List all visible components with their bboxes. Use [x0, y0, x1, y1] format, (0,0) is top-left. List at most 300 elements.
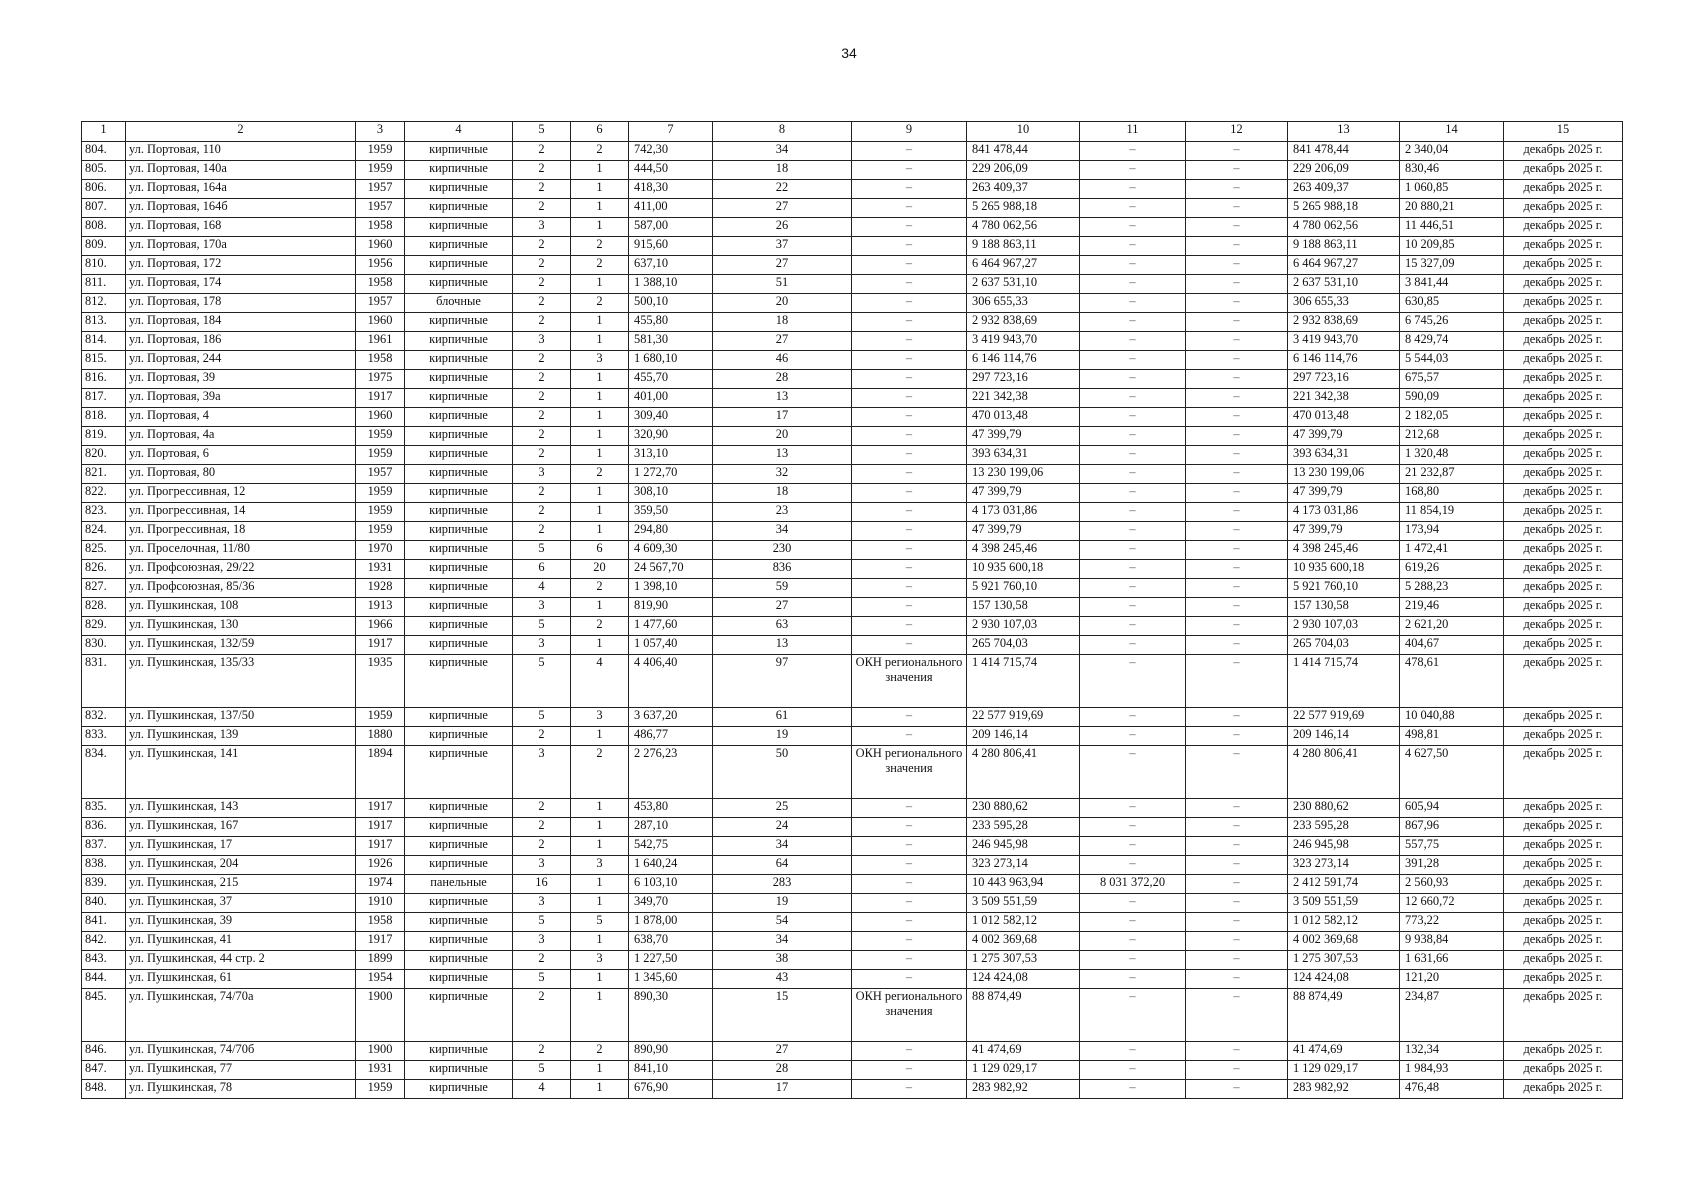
table-cell-col-9: –: [852, 484, 967, 503]
table-cell-col-2: ул. Портовая, 110: [126, 142, 356, 161]
table-cell-col-7: 411,00: [629, 199, 713, 218]
table-cell-col-13: 3 509 551,59: [1288, 894, 1400, 913]
table-cell-col-11: –: [1080, 180, 1186, 199]
table-cell-col-7: 890,30: [629, 989, 713, 1042]
table-cell-col-13: 1 012 582,12: [1288, 913, 1400, 932]
table-cell-col-11: –: [1080, 1061, 1186, 1080]
table-row: [82, 256, 1623, 275]
table-cell-col-9: –: [852, 894, 967, 913]
table-cell-col-3: 1960: [356, 237, 405, 256]
table-cell-col-11: –: [1080, 275, 1186, 294]
table-cell-col-8: 27: [713, 598, 852, 617]
table-cell-col-8: 34: [713, 932, 852, 951]
table-cell-col-4: кирпичные: [405, 560, 513, 579]
table-cell-col-8: 25: [713, 799, 852, 818]
table-cell-col-8: 59: [713, 579, 852, 598]
table-cell-col-8: 18: [713, 313, 852, 332]
table-cell-col-10: 229 206,09: [967, 161, 1080, 180]
table-cell-col-10: 209 146,14: [967, 727, 1080, 746]
table-cell-col-13: 4 173 031,86: [1288, 503, 1400, 522]
table-cell-col-3: 1958: [356, 218, 405, 237]
table-cell-col-2: ул. Пушкинская, 41: [126, 932, 356, 951]
table-cell-col-7: 742,30: [629, 142, 713, 161]
table-cell-col-12: –: [1186, 727, 1288, 746]
table-cell-col-11: –: [1080, 970, 1186, 989]
table-cell-col-2: ул. Пушкинская, 74/70а: [126, 989, 356, 1042]
table-cell-col-6: 2: [571, 142, 629, 161]
table-cell-col-14: 219,46: [1400, 598, 1504, 617]
table-cell-col-12: –: [1186, 142, 1288, 161]
table-cell-col-6: 3: [571, 856, 629, 875]
table-cell-col-1: 842.: [82, 932, 126, 951]
table-cell-col-12: –: [1186, 237, 1288, 256]
column-header-11: 11: [1080, 122, 1186, 142]
table-cell-col-2: ул. Портовая, 140а: [126, 161, 356, 180]
table-cell-col-5: 2: [513, 199, 571, 218]
table-cell-col-10: 230 880,62: [967, 799, 1080, 818]
table-cell-col-15: декабрь 2025 г.: [1504, 237, 1623, 256]
column-header-14: 14: [1400, 122, 1504, 142]
table-cell-col-5: 2: [513, 408, 571, 427]
table-cell-col-11: –: [1080, 894, 1186, 913]
table-cell-col-1: 817.: [82, 389, 126, 408]
table-cell-col-2: ул. Портовая, 184: [126, 313, 356, 332]
table-cell-col-8: 34: [713, 142, 852, 161]
table-cell-col-11: –: [1080, 541, 1186, 560]
table-cell-col-12: –: [1186, 655, 1288, 708]
table-cell-col-3: 1959: [356, 522, 405, 541]
table-cell-col-6: 1: [571, 161, 629, 180]
table-cell-col-11: –: [1080, 237, 1186, 256]
table-cell-col-7: 486,77: [629, 727, 713, 746]
table-cell-col-2: ул. Портовая, 164а: [126, 180, 356, 199]
table-cell-col-2: ул. Пушкинская, 137/50: [126, 708, 356, 727]
table-cell-col-12: –: [1186, 560, 1288, 579]
table-cell-col-8: 28: [713, 1061, 852, 1080]
table-cell-col-15: декабрь 2025 г.: [1504, 256, 1623, 275]
table-row: [82, 275, 1623, 294]
table-cell-col-12: –: [1186, 256, 1288, 275]
table-cell-col-4: кирпичные: [405, 199, 513, 218]
table-cell-col-10: 5 921 760,10: [967, 579, 1080, 598]
table-cell-col-13: 4 780 062,56: [1288, 218, 1400, 237]
table-cell-col-11: –: [1080, 856, 1186, 875]
table-cell-col-14: 10 209,85: [1400, 237, 1504, 256]
table-cell-col-9: –: [852, 427, 967, 446]
table-cell-col-12: –: [1186, 913, 1288, 932]
table-cell-col-11: –: [1080, 799, 1186, 818]
table-cell-col-9: –: [852, 351, 967, 370]
table-cell-col-1: 823.: [82, 503, 126, 522]
table-cell-col-9: –: [852, 970, 967, 989]
table-cell-col-5: 2: [513, 522, 571, 541]
table-cell-col-10: 5 265 988,18: [967, 199, 1080, 218]
table-cell-col-2: ул. Портовая, 168: [126, 218, 356, 237]
column-header-9: 9: [852, 122, 967, 142]
table-cell-col-13: 297 723,16: [1288, 370, 1400, 389]
table-cell-col-15: декабрь 2025 г.: [1504, 970, 1623, 989]
table-cell-col-6: 2: [571, 617, 629, 636]
table-cell-col-3: 1900: [356, 989, 405, 1042]
table-cell-col-12: –: [1186, 1042, 1288, 1061]
table-cell-col-1: 846.: [82, 1042, 126, 1061]
table-cell-col-15: декабрь 2025 г.: [1504, 484, 1623, 503]
table-cell-col-11: –: [1080, 484, 1186, 503]
table-cell-col-10: 4 280 806,41: [967, 746, 1080, 799]
table-cell-col-2: ул. Пушкинская, 132/59: [126, 636, 356, 655]
table-cell-col-11: –: [1080, 427, 1186, 446]
table-cell-col-3: 1959: [356, 708, 405, 727]
table-cell-col-15: декабрь 2025 г.: [1504, 913, 1623, 932]
table-cell-col-4: кирпичные: [405, 313, 513, 332]
table-cell-col-4: кирпичные: [405, 237, 513, 256]
table-cell-col-14: 391,28: [1400, 856, 1504, 875]
table-cell-col-1: 818.: [82, 408, 126, 427]
table-cell-col-8: 63: [713, 617, 852, 636]
table-cell-col-6: 1: [571, 894, 629, 913]
table-row: [82, 522, 1623, 541]
table-cell-col-8: 34: [713, 522, 852, 541]
table-cell-col-15: декабрь 2025 г.: [1504, 275, 1623, 294]
table-cell-col-2: ул. Портовая, 164б: [126, 199, 356, 218]
table-cell-col-12: –: [1186, 161, 1288, 180]
table-cell-col-6: 1: [571, 389, 629, 408]
table-cell-col-15: декабрь 2025 г.: [1504, 799, 1623, 818]
table-cell-col-14: 173,94: [1400, 522, 1504, 541]
table-cell-col-7: 890,90: [629, 1042, 713, 1061]
table-cell-col-8: 230: [713, 541, 852, 560]
table-cell-col-13: 1 414 715,74: [1288, 655, 1400, 708]
table-cell-col-7: 418,30: [629, 180, 713, 199]
table-cell-col-4: кирпичные: [405, 598, 513, 617]
table-cell-col-12: –: [1186, 598, 1288, 617]
table-cell-col-12: –: [1186, 894, 1288, 913]
table-cell-col-7: 581,30: [629, 332, 713, 351]
table-cell-col-15: декабрь 2025 г.: [1504, 1080, 1623, 1099]
table-cell-col-9: –: [852, 446, 967, 465]
table-cell-col-12: –: [1186, 427, 1288, 446]
table-cell-col-5: 2: [513, 799, 571, 818]
table-cell-col-8: 17: [713, 1080, 852, 1099]
table-cell-col-14: 3 841,44: [1400, 275, 1504, 294]
table-cell-col-3: 1935: [356, 655, 405, 708]
table-cell-col-14: 234,87: [1400, 989, 1504, 1042]
table-cell-col-4: кирпичные: [405, 837, 513, 856]
table-cell-col-8: 283: [713, 875, 852, 894]
table-cell-col-8: 20: [713, 427, 852, 446]
table-row: [82, 837, 1623, 856]
table-cell-col-15: декабрь 2025 г.: [1504, 541, 1623, 560]
table-cell-col-9: –: [852, 465, 967, 484]
table-cell-col-11: –: [1080, 408, 1186, 427]
table-cell-col-7: 1 057,40: [629, 636, 713, 655]
table-cell-col-13: 221 342,38: [1288, 389, 1400, 408]
table-cell-col-7: 1 272,70: [629, 465, 713, 484]
table-cell-col-5: 6: [513, 560, 571, 579]
table-cell-col-7: 841,10: [629, 1061, 713, 1080]
column-header-15: 15: [1504, 122, 1623, 142]
table-cell-col-4: кирпичные: [405, 1080, 513, 1099]
table-cell-col-11: –: [1080, 579, 1186, 598]
table-cell-col-11: –: [1080, 598, 1186, 617]
table-row: [82, 427, 1623, 446]
table-cell-col-3: 1959: [356, 503, 405, 522]
table-cell-col-13: 246 945,98: [1288, 837, 1400, 856]
table-cell-col-13: 306 655,33: [1288, 294, 1400, 313]
table-cell-col-7: 1 227,50: [629, 951, 713, 970]
table-cell-col-9: –: [852, 1080, 967, 1099]
table-cell-col-6: 1: [571, 370, 629, 389]
table-cell-col-4: кирпичные: [405, 256, 513, 275]
table-cell-col-8: 13: [713, 446, 852, 465]
table-cell-col-13: 4 280 806,41: [1288, 746, 1400, 799]
table-cell-col-1: 848.: [82, 1080, 126, 1099]
table-cell-col-5: 3: [513, 894, 571, 913]
table-cell-col-6: 1: [571, 275, 629, 294]
table-cell-col-7: 1 345,60: [629, 970, 713, 989]
table-cell-col-11: –: [1080, 1042, 1186, 1061]
table-cell-col-5: 5: [513, 1061, 571, 1080]
table-cell-col-5: 2: [513, 1042, 571, 1061]
table-cell-col-15: декабрь 2025 г.: [1504, 932, 1623, 951]
table-cell-col-10: 283 982,92: [967, 1080, 1080, 1099]
table-cell-col-5: 5: [513, 541, 571, 560]
table-cell-col-7: 915,60: [629, 237, 713, 256]
table-cell-col-10: 221 342,38: [967, 389, 1080, 408]
table-cell-col-3: 1966: [356, 617, 405, 636]
table-cell-col-14: 630,85: [1400, 294, 1504, 313]
table-cell-col-5: 3: [513, 746, 571, 799]
table-cell-col-14: 498,81: [1400, 727, 1504, 746]
table-cell-col-14: 121,20: [1400, 970, 1504, 989]
table-cell-col-14: 478,61: [1400, 655, 1504, 708]
table-cell-col-1: 816.: [82, 370, 126, 389]
table-cell-col-8: 97: [713, 655, 852, 708]
table-cell-col-1: 819.: [82, 427, 126, 446]
table-cell-col-8: 37: [713, 237, 852, 256]
table-cell-col-15: декабрь 2025 г.: [1504, 370, 1623, 389]
table-cell-col-4: кирпичные: [405, 275, 513, 294]
table-cell-col-11: –: [1080, 727, 1186, 746]
table-cell-col-6: 5: [571, 913, 629, 932]
table-cell-col-14: 12 660,72: [1400, 894, 1504, 913]
table-cell-col-4: кирпичные: [405, 427, 513, 446]
table-row: [82, 655, 1623, 708]
table-cell-col-10: 4 002 369,68: [967, 932, 1080, 951]
table-cell-col-15: декабрь 2025 г.: [1504, 856, 1623, 875]
table-cell-col-6: 1: [571, 932, 629, 951]
table-cell-col-13: 2 412 591,74: [1288, 875, 1400, 894]
table-cell-col-7: 1 388,10: [629, 275, 713, 294]
table-cell-col-2: ул. Пушкинская, 139: [126, 727, 356, 746]
table-cell-col-3: 1975: [356, 370, 405, 389]
table-cell-col-8: 50: [713, 746, 852, 799]
table-cell-col-10: 13 230 199,06: [967, 465, 1080, 484]
table-cell-col-13: 47 399,79: [1288, 484, 1400, 503]
table-cell-col-14: 11 446,51: [1400, 218, 1504, 237]
table-cell-col-6: 1: [571, 818, 629, 837]
table-cell-col-7: 676,90: [629, 1080, 713, 1099]
table-cell-col-15: декабрь 2025 г.: [1504, 818, 1623, 837]
table-cell-col-14: 404,67: [1400, 636, 1504, 655]
table-cell-col-1: 836.: [82, 818, 126, 837]
table-cell-col-1: 838.: [82, 856, 126, 875]
table-cell-col-5: 3: [513, 932, 571, 951]
table-cell-col-5: 4: [513, 1080, 571, 1099]
table-row: [82, 989, 1623, 1042]
table-cell-col-5: 2: [513, 370, 571, 389]
table-cell-col-4: кирпичные: [405, 856, 513, 875]
table-cell-col-13: 10 935 600,18: [1288, 560, 1400, 579]
table-cell-col-1: 822.: [82, 484, 126, 503]
table-cell-col-13: 6 146 114,76: [1288, 351, 1400, 370]
table-cell-col-3: 1917: [356, 932, 405, 951]
table-cell-col-8: 836: [713, 560, 852, 579]
table-cell-col-10: 1 012 582,12: [967, 913, 1080, 932]
table-cell-col-12: –: [1186, 199, 1288, 218]
table-cell-col-13: 6 464 967,27: [1288, 256, 1400, 275]
table-cell-col-13: 233 595,28: [1288, 818, 1400, 837]
table-cell-col-15: декабрь 2025 г.: [1504, 560, 1623, 579]
table-cell-col-13: 157 130,58: [1288, 598, 1400, 617]
table-cell-col-9: –: [852, 503, 967, 522]
table-cell-col-2: ул. Профсоюзная, 85/36: [126, 579, 356, 598]
table-cell-col-1: 810.: [82, 256, 126, 275]
table-cell-col-4: кирпичные: [405, 951, 513, 970]
table-cell-col-8: 27: [713, 332, 852, 351]
table-cell-col-4: кирпичные: [405, 818, 513, 837]
table-cell-col-2: ул. Пушкинская, 204: [126, 856, 356, 875]
table-cell-col-1: 812.: [82, 294, 126, 313]
table-cell-col-11: –: [1080, 256, 1186, 275]
table-cell-col-2: ул. Прогрессивная, 12: [126, 484, 356, 503]
table-cell-col-10: 10 935 600,18: [967, 560, 1080, 579]
table-row: [82, 237, 1623, 256]
table-cell-col-14: 9 938,84: [1400, 932, 1504, 951]
table-cell-col-5: 2: [513, 484, 571, 503]
table-cell-col-14: 1 320,48: [1400, 446, 1504, 465]
table-cell-col-13: 5 265 988,18: [1288, 199, 1400, 218]
table-cell-col-10: 2 930 107,03: [967, 617, 1080, 636]
table-cell-col-9: –: [852, 256, 967, 275]
table-cell-col-12: –: [1186, 617, 1288, 636]
table-cell-col-5: 2: [513, 427, 571, 446]
table-cell-col-7: 4 609,30: [629, 541, 713, 560]
table-cell-col-14: 2 560,93: [1400, 875, 1504, 894]
table-cell-col-13: 9 188 863,11: [1288, 237, 1400, 256]
table-cell-col-7: 1 640,24: [629, 856, 713, 875]
table-row: [82, 617, 1623, 636]
table-cell-col-6: 2: [571, 294, 629, 313]
table-cell-col-13: 2 637 531,10: [1288, 275, 1400, 294]
table-cell-col-3: 1931: [356, 1061, 405, 1080]
table-cell-col-8: 38: [713, 951, 852, 970]
table-cell-col-4: кирпичные: [405, 142, 513, 161]
table-cell-col-2: ул. Портовая, 4: [126, 408, 356, 427]
table-cell-col-3: 1900: [356, 1042, 405, 1061]
table-cell-col-3: 1954: [356, 970, 405, 989]
table-cell-col-15: декабрь 2025 г.: [1504, 408, 1623, 427]
table-cell-col-1: 844.: [82, 970, 126, 989]
table-cell-col-1: 839.: [82, 875, 126, 894]
table-cell-col-13: 13 230 199,06: [1288, 465, 1400, 484]
table-cell-col-13: 22 577 919,69: [1288, 708, 1400, 727]
table-cell-col-12: –: [1186, 932, 1288, 951]
table-cell-col-10: 1 414 715,74: [967, 655, 1080, 708]
table-row: [82, 313, 1623, 332]
table-cell-col-3: 1913: [356, 598, 405, 617]
table-cell-col-15: декабрь 2025 г.: [1504, 837, 1623, 856]
column-header-7: 7: [629, 122, 713, 142]
table-cell-col-11: –: [1080, 837, 1186, 856]
table-cell-col-10: 88 874,49: [967, 989, 1080, 1042]
table-cell-col-3: 1958: [356, 913, 405, 932]
table-row: [82, 161, 1623, 180]
table-cell-col-15: декабрь 2025 г.: [1504, 989, 1623, 1042]
table-cell-col-11: –: [1080, 446, 1186, 465]
table-cell-col-9: –: [852, 579, 967, 598]
table-cell-col-8: 28: [713, 370, 852, 389]
table-cell-col-7: 4 406,40: [629, 655, 713, 708]
table-cell-col-3: 1880: [356, 727, 405, 746]
table-cell-col-8: 18: [713, 161, 852, 180]
table-cell-col-8: 24: [713, 818, 852, 837]
table-cell-col-7: 308,10: [629, 484, 713, 503]
table-cell-col-1: 829.: [82, 617, 126, 636]
table-cell-col-11: –: [1080, 913, 1186, 932]
table-cell-col-14: 476,48: [1400, 1080, 1504, 1099]
table-row: [82, 370, 1623, 389]
table-cell-col-6: 1: [571, 837, 629, 856]
table-row: [82, 970, 1623, 989]
table-cell-col-1: 834.: [82, 746, 126, 799]
table-cell-col-9: –: [852, 560, 967, 579]
table-cell-col-13: 263 409,37: [1288, 180, 1400, 199]
table-cell-col-13: 209 146,14: [1288, 727, 1400, 746]
table-cell-col-3: 1961: [356, 332, 405, 351]
table-cell-col-6: 1: [571, 427, 629, 446]
table-cell-col-5: 2: [513, 351, 571, 370]
table-cell-col-3: 1894: [356, 746, 405, 799]
table-cell-col-2: ул. Пушкинская, 167: [126, 818, 356, 837]
table-header: [82, 122, 1623, 142]
table-cell-col-14: 1 472,41: [1400, 541, 1504, 560]
column-header-2: 2: [126, 122, 356, 142]
table-cell-col-8: 64: [713, 856, 852, 875]
table-cell-col-4: кирпичные: [405, 708, 513, 727]
table-cell-col-13: 124 424,08: [1288, 970, 1400, 989]
table-cell-col-6: 1: [571, 446, 629, 465]
table-cell-col-6: 1: [571, 503, 629, 522]
table-row: [82, 294, 1623, 313]
table-cell-col-3: 1917: [356, 799, 405, 818]
table-cell-col-1: 815.: [82, 351, 126, 370]
table-cell-col-13: 4 002 369,68: [1288, 932, 1400, 951]
table-cell-col-5: 2: [513, 818, 571, 837]
table-cell-col-7: 3 637,20: [629, 708, 713, 727]
table-row: [82, 1061, 1623, 1080]
table-cell-col-11: 8 031 372,20: [1080, 875, 1186, 894]
table-cell-col-14: 2 182,05: [1400, 408, 1504, 427]
table-cell-col-10: 2 637 531,10: [967, 275, 1080, 294]
table-cell-col-2: ул. Пушкинская, 44 стр. 2: [126, 951, 356, 970]
table-cell-col-9: –: [852, 180, 967, 199]
table-cell-col-11: –: [1080, 708, 1186, 727]
table-cell-col-12: –: [1186, 856, 1288, 875]
table-cell-col-8: 32: [713, 465, 852, 484]
column-header-6: 6: [571, 122, 629, 142]
table-cell-col-14: 5 544,03: [1400, 351, 1504, 370]
